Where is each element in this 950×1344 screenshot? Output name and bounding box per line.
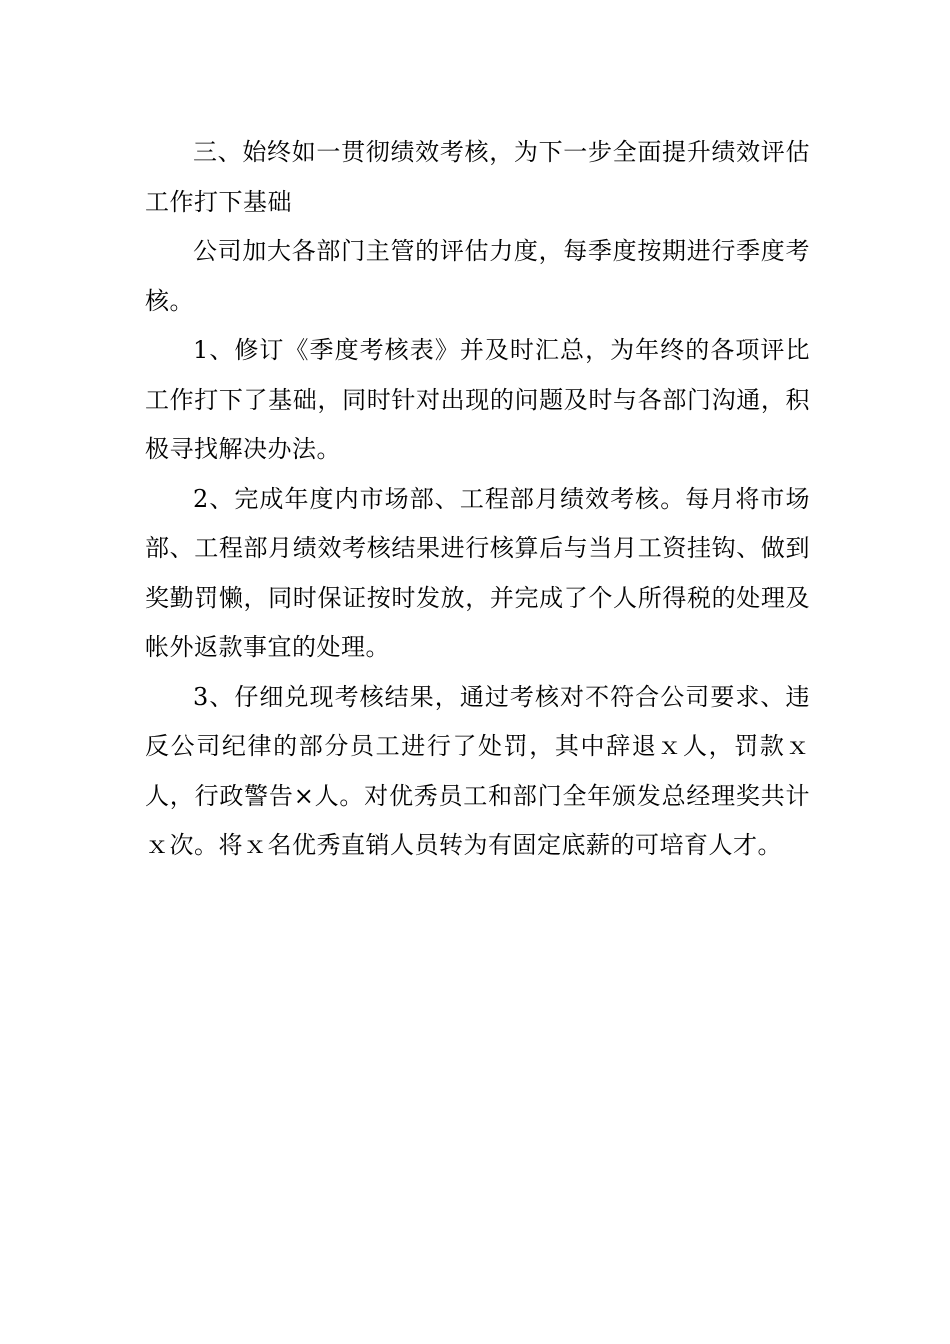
paragraph-item-3: 3、仔细兑现考核结果，通过考核对不符合公司要求、违反公司纪律的部分员工进行了处罚，其中辞退ｘ人，罚款ｘ人，行政警告×人。对优秀员工和部门全年颁发总经理奖共计ｘ次。将ｘ名优秀直销人员转为有固定底薪的可培育人才。 — [145, 682, 810, 859]
paragraph-intro: 公司加大各部门主管的评估力度，每季度按期进行季度考核。 — [145, 237, 810, 315]
paragraph-item-1: 1、修订《季度考核表》并及时汇总，为年终的各项评比工作打下了基础，同时针对出现的问题及时与各部门沟通，积极寻找解决办法。 — [145, 336, 810, 463]
section-heading: 三、始终如一贯彻绩效考核，为下一步全面提升绩效评估工作打下基础 — [145, 138, 810, 216]
paragraph-item-2: 2、完成年度内市场部、工程部月绩效考核。每月将市场部、工程部月绩效考核结果进行核算后与当月工资挂钩、做到奖勤罚懒，同时保证按时发放，并完成了个人所得税的处理及帐外返款事宜的处理。 — [145, 484, 810, 661]
document-body — [145, 128, 810, 871]
